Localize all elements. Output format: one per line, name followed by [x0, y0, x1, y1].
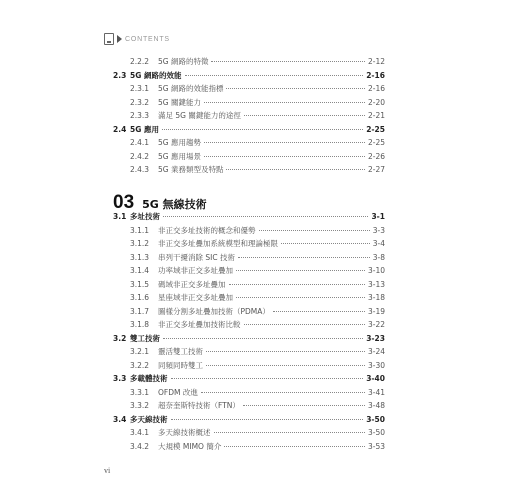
- entry-title: 雙工技術: [130, 333, 160, 343]
- dot-leader: [163, 338, 363, 339]
- entry-page: 2-16: [367, 84, 385, 93]
- dot-leader: [204, 142, 365, 143]
- entry-title: 圖樣分割多址疊加技術（PDMA）: [158, 306, 270, 316]
- chapter-title: 5G 無線技術: [142, 198, 207, 211]
- entry-number: 3.2.2: [130, 360, 150, 370]
- entry-title: 大規模 MIMO 簡介: [158, 441, 222, 451]
- entry-title: 5G 網路的效能指標: [158, 84, 224, 93]
- dot-leader: [259, 230, 370, 231]
- toc-subsection-entry: [113, 137, 385, 149]
- entry-page: 3-50: [367, 428, 385, 437]
- entry-title: 5G 關鍵能力: [158, 97, 201, 107]
- dot-leader: [211, 61, 365, 62]
- entry-page: 2-26: [367, 151, 385, 161]
- toc-subsection-entry: [113, 151, 385, 163]
- dot-leader: [162, 129, 363, 130]
- entry-number: 2.2.2: [130, 57, 150, 66]
- entry-page: 3-24: [367, 347, 385, 356]
- toc-subsection-entry: [113, 265, 385, 277]
- contents-header: [104, 33, 170, 45]
- entry-title: 多址技術: [130, 212, 160, 221]
- entry-title: 5G 網路的特徵: [158, 57, 209, 66]
- entry-number: 3.4.2: [130, 441, 150, 451]
- book-icon: [104, 33, 114, 45]
- toc-subsection-entry: [113, 56, 385, 68]
- entry-title: 5G 網路的效能: [130, 70, 182, 80]
- dot-leader: [243, 405, 365, 406]
- entry-number: 3.1.6: [130, 293, 150, 302]
- entry-page: 3-40: [366, 374, 385, 383]
- dot-leader: [163, 216, 368, 217]
- toc-subsection-entry: [113, 319, 385, 331]
- dot-leader: [204, 156, 365, 157]
- toc-section-entry: [113, 211, 385, 223]
- page-number: vi: [104, 466, 111, 475]
- entry-title: 5G 應用趨勢: [158, 138, 201, 147]
- entry-title: 非正交多址疊加技術比較: [158, 320, 241, 329]
- entry-number: 3.1.7: [130, 306, 150, 316]
- dot-leader: [204, 102, 365, 103]
- toc-subsection-entry: [113, 360, 385, 372]
- entry-number: 3.2.1: [130, 347, 150, 356]
- entry-number: 2.4.2: [130, 151, 150, 161]
- entry-title: 5G 應用: [130, 124, 159, 134]
- entry-number: 3.1.5: [130, 279, 150, 289]
- dot-leader: [185, 75, 364, 76]
- entry-number: 3.1.2: [130, 239, 150, 248]
- entry-number: 2.3.3: [130, 111, 150, 120]
- toc-subsection-entry: [113, 279, 385, 291]
- entry-page: 2-25: [367, 138, 385, 147]
- entry-title: 功率域非正交多址疊加: [158, 266, 233, 275]
- dot-leader: [171, 419, 364, 420]
- entry-page: 2-20: [367, 97, 385, 107]
- entry-page: 3-48: [367, 401, 385, 410]
- toc-section-entry: [113, 373, 385, 385]
- entry-title: 非正交多址疊加系統模型和理論極限: [158, 239, 278, 248]
- entry-title: OFDM 改進: [158, 387, 198, 397]
- entry-page: 3-13: [367, 279, 385, 289]
- dot-leader: [206, 351, 365, 352]
- toc-section-entry: [113, 333, 385, 345]
- entry-number: 2.3.2: [130, 97, 150, 107]
- entry-page: 3-8: [372, 252, 385, 262]
- dot-leader: [229, 284, 365, 285]
- entry-number: 3.1.3: [130, 252, 150, 262]
- dot-leader: [171, 378, 364, 379]
- entry-number: 2.3: [113, 70, 127, 80]
- entry-page: 3-50: [366, 414, 385, 424]
- toc-subsection-entry: [113, 252, 385, 264]
- entry-title: 靈活雙工技術: [158, 347, 203, 356]
- entry-page: 3-1: [371, 212, 385, 221]
- toc-subsection-entry: [113, 306, 385, 318]
- dot-leader: [224, 446, 365, 447]
- toc-subsection-entry: [113, 225, 385, 237]
- entry-title: 多載體技術: [130, 374, 168, 383]
- toc-subsection-entry: [113, 387, 385, 399]
- entry-title: 多天線技術概述: [158, 428, 211, 437]
- dot-leader: [226, 169, 365, 170]
- entry-page: 2-25: [366, 124, 385, 134]
- entry-page: 3-18: [367, 293, 385, 302]
- entry-number: 3.4.1: [130, 428, 150, 437]
- entry-number: 3.3: [113, 374, 127, 383]
- entry-title: 滿足 5G 關鍵能力的途徑: [158, 111, 241, 120]
- entry-page: 3-30: [367, 360, 385, 370]
- toc-section-entry: [113, 414, 385, 426]
- dot-leader: [281, 243, 370, 244]
- entry-number: 2.4.3: [130, 165, 150, 174]
- entry-title: 5G 應用場景: [158, 151, 201, 161]
- entry-number: 3.1: [113, 212, 127, 221]
- entry-page: 3-41: [367, 387, 385, 397]
- entry-page: 3-22: [367, 320, 385, 329]
- dot-leader: [201, 392, 365, 393]
- entry-number: 3.2: [113, 333, 127, 343]
- entry-page: 2-21: [367, 111, 385, 120]
- entry-number: 3.1.8: [130, 320, 150, 329]
- entry-title: 碼域非正交多址疊加: [158, 279, 226, 289]
- toc-subsection-entry: [113, 83, 385, 95]
- entry-title: 星座域非正交多址疊加: [158, 293, 233, 302]
- toc-subsection-entry: [113, 97, 385, 109]
- dot-leader: [206, 365, 365, 366]
- toc-subsection-entry: [113, 110, 385, 122]
- entry-number: 3.3.1: [130, 387, 150, 397]
- entry-number: 3.3.2: [130, 401, 150, 410]
- toc-section-entry: [113, 124, 385, 136]
- toc-subsection-entry: [113, 164, 385, 176]
- entry-number: 3.4: [113, 414, 127, 424]
- entry-page: 3-3: [372, 225, 385, 235]
- entry-title: 串列干擾消除 SIC 技術: [158, 252, 235, 262]
- entry-title: 超奈奎斯特技術（FTN）: [158, 401, 240, 410]
- entry-title: 非正交多址技術的概念和優勢: [158, 225, 256, 235]
- entry-number: 2.4.1: [130, 138, 150, 147]
- entry-title: 多天線技術: [130, 414, 168, 424]
- chapter-number: 03: [113, 192, 135, 213]
- entry-title: 5G 業務類型及特點: [158, 165, 224, 174]
- toc-subsection-entry: [113, 400, 385, 412]
- entry-page: 3-10: [367, 266, 385, 275]
- dot-leader: [273, 311, 365, 312]
- dot-leader: [226, 88, 365, 89]
- entry-page: 2-16: [366, 70, 385, 80]
- entry-page: 3-4: [372, 239, 385, 248]
- entry-page: 3-23: [366, 333, 385, 343]
- dot-leader: [238, 257, 370, 258]
- entry-number: 2.3.1: [130, 84, 150, 93]
- triangle-right-icon: [117, 35, 122, 43]
- entry-title: 同頻同時雙工: [158, 360, 203, 370]
- toc-subsection-entry: [113, 238, 385, 250]
- entry-page: 3-53: [367, 441, 385, 451]
- dot-leader: [244, 115, 365, 116]
- toc-subsection-entry: [113, 427, 385, 439]
- entry-number: 3.1.4: [130, 266, 150, 275]
- toc-section-entry: [113, 70, 385, 82]
- entry-number: 2.4: [113, 124, 127, 134]
- dot-leader: [236, 270, 365, 271]
- entry-page: 2-27: [367, 165, 385, 174]
- toc-subsection-entry: [113, 346, 385, 358]
- dot-leader: [236, 297, 365, 298]
- entry-page: 3-19: [367, 306, 385, 316]
- dot-leader: [214, 432, 365, 433]
- toc-subsection-entry: [113, 441, 385, 453]
- contents-label: CONTENTS: [125, 35, 170, 43]
- entry-page: 2-12: [367, 57, 385, 66]
- toc-subsection-entry: [113, 292, 385, 304]
- entry-number: 3.1.1: [130, 225, 150, 235]
- dot-leader: [244, 324, 365, 325]
